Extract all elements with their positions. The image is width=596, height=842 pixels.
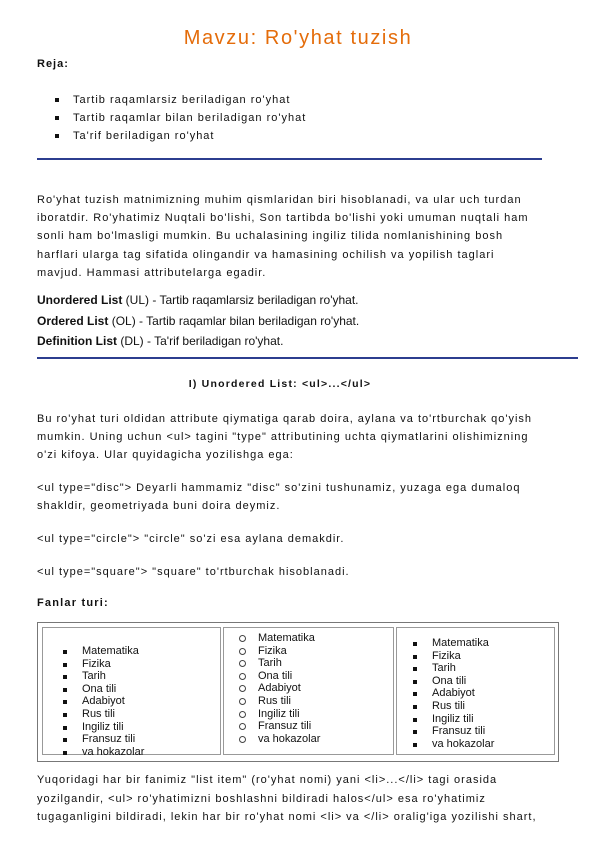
divider bbox=[37, 158, 542, 160]
list-item: Tartib raqamlar bilan beriladigan ro'yhat bbox=[55, 109, 306, 127]
circle-bullet-icon bbox=[239, 723, 246, 730]
list-item: Ingiliz tili bbox=[239, 708, 320, 721]
bullet-icon bbox=[55, 134, 59, 138]
square-bullet-icon bbox=[413, 642, 417, 646]
circle-bullet-icon bbox=[239, 673, 246, 680]
square-bullet-icon bbox=[413, 730, 417, 734]
list-item: Ona tili bbox=[239, 670, 320, 683]
plan-list bbox=[55, 91, 306, 145]
square-bullet-icon bbox=[413, 655, 417, 659]
disc-line: <ul type="disc"> Deyarli hammamiz "disc" so'zini tushunamiz, yuzaga ega dumaloq bbox=[37, 482, 521, 494]
list-item: va hokazolar bbox=[63, 746, 144, 759]
list-item: va hokazolar bbox=[239, 733, 320, 746]
plan-heading: Reja: bbox=[37, 58, 69, 70]
bullet-icon bbox=[55, 116, 59, 120]
circle-bullet-icon bbox=[239, 648, 246, 655]
table-cell bbox=[223, 627, 394, 755]
list-item: Matematika bbox=[413, 637, 494, 650]
list-item: Fizika bbox=[413, 650, 494, 663]
square-list bbox=[63, 645, 144, 758]
square-bullet-icon bbox=[63, 713, 67, 717]
list-item: Ta'rif beriladigan ro'yhat bbox=[55, 127, 306, 145]
square-bullet-icon bbox=[413, 705, 417, 709]
square-list bbox=[413, 637, 494, 750]
subjects-table bbox=[37, 622, 559, 762]
table-cell bbox=[396, 627, 555, 755]
circle-bullet-icon bbox=[239, 736, 246, 743]
ul-intro-line: Bu ro'yhat turi oldidan attribute qiymatiga qarab doira, aylana va to'rtburchak qo'yish bbox=[37, 413, 533, 425]
definition-dl: Definition List (DL) - Ta'rif beriladigan ro'yhat. bbox=[37, 334, 284, 348]
ul-intro-line: o'zi kifoya. Ular quyidagicha yozilishga ega: bbox=[37, 449, 294, 461]
definition-ol: Ordered List (OL) - Tartib raqamlar bilan beriladigan ro'yhat. bbox=[37, 314, 360, 328]
definition-ul: Unordered List (UL) - Tartib raqamlarsiz beriladigan ro'yhat. bbox=[37, 293, 359, 307]
list-item: Tarih bbox=[239, 657, 320, 670]
circle-bullet-icon bbox=[239, 660, 246, 667]
list-item: va hokazolar bbox=[413, 738, 494, 751]
square-bullet-icon bbox=[63, 650, 67, 654]
list-item: Ona tili bbox=[413, 675, 494, 688]
intro-line: Ro'yhat tuzish matnimizning muhim qismlaridan biri hisoblanadi, va ular uch turdan bbox=[37, 194, 522, 206]
list-item: Fransuz tili bbox=[63, 733, 144, 746]
square-bullet-icon bbox=[63, 726, 67, 730]
list-item: Rus tili bbox=[239, 695, 320, 708]
list-item: Fransuz tili bbox=[413, 725, 494, 738]
square-bullet-icon bbox=[413, 743, 417, 747]
square-bullet-icon bbox=[413, 692, 417, 696]
circle-line: <ul type="circle"> "circle" so'zi esa aylana demakdir. bbox=[37, 533, 345, 545]
closing-line: yozilgandir, <ul> ro'yhatimizni boshlashni bildiradi halos</ul> esa ro'yhatimiz bbox=[37, 793, 486, 805]
list-item: Rus tili bbox=[413, 700, 494, 713]
list-item: Adabiyot bbox=[413, 687, 494, 700]
intro-line: mavjud. Hammasi attributelarga egadir. bbox=[37, 267, 267, 279]
list-item: Fransuz tili bbox=[239, 720, 320, 733]
list-item: Tarih bbox=[63, 670, 144, 683]
list-item: Adabiyot bbox=[239, 682, 320, 695]
list-item: Fizika bbox=[63, 658, 144, 671]
list-item: Matematika bbox=[63, 645, 144, 658]
circle-list bbox=[239, 632, 320, 745]
list-item: Ona tili bbox=[63, 683, 144, 696]
page-title: Mavzu: Ro'yhat tuzish bbox=[183, 27, 413, 49]
list-item: Tarih bbox=[413, 662, 494, 675]
intro-line: harflari ularga tag sifatida olingandir va hamasining ochilish va yopilish taglari bbox=[37, 249, 495, 261]
closing-line: Yuqoridagi har bir fanimiz "list item" (ro'yhat nomi) yani <li>...</li> tagi orasida bbox=[37, 774, 498, 786]
section-heading: I) Unordered List: <ul>...</ul> bbox=[188, 378, 372, 390]
square-bullet-icon bbox=[63, 663, 67, 667]
divider bbox=[37, 357, 578, 359]
square-bullet-icon bbox=[63, 675, 67, 679]
square-line: <ul type="square"> "square" to'rtburchak hisoblanadi. bbox=[37, 566, 350, 578]
circle-bullet-icon bbox=[239, 711, 246, 718]
list-item: Fizika bbox=[239, 645, 320, 658]
list-item: Ingiliz tili bbox=[413, 713, 494, 726]
square-bullet-icon bbox=[63, 738, 67, 742]
square-bullet-icon bbox=[63, 700, 67, 704]
list-item: Adabiyot bbox=[63, 695, 144, 708]
ul-intro-line: mumkin. Uning uchun <ul> tagini "type" attributining uchta qiymatlarini olishimizning bbox=[37, 431, 529, 443]
circle-bullet-icon bbox=[239, 635, 246, 642]
circle-bullet-icon bbox=[239, 698, 246, 705]
table-cell bbox=[42, 627, 221, 758]
circle-bullet-icon bbox=[239, 685, 246, 692]
intro-line: iboratdir. Ro'yhatimiz Nuqtali bo'lishi, Son tartibda bo'lishi yoki umuman nuqtali ham bbox=[37, 212, 529, 224]
square-bullet-icon bbox=[413, 667, 417, 671]
list-item: Rus tili bbox=[63, 708, 144, 721]
list-item: Ingiliz tili bbox=[63, 721, 144, 734]
square-bullet-icon bbox=[413, 680, 417, 684]
list-item: Matematika bbox=[239, 632, 320, 645]
closing-line: tugaganligini bildiradi, lekin har bir ro'yhat nomi <li> va </li> oralig'iga yozilishi shart, bbox=[37, 811, 537, 823]
subjects-heading: Fanlar turi: bbox=[37, 597, 109, 609]
square-bullet-icon bbox=[63, 751, 67, 755]
square-bullet-icon bbox=[413, 718, 417, 722]
disc-line: shakldir, geometriyada buni doira deymiz. bbox=[37, 500, 281, 512]
intro-line: sonli ham bo'lmasligi mumkin. Bu uchalasining ingiliz tilida nomlanishining bosh bbox=[37, 230, 504, 242]
bullet-icon bbox=[55, 98, 59, 102]
square-bullet-icon bbox=[63, 688, 67, 692]
list-item: Tartib raqamlarsiz beriladigan ro'yhat bbox=[55, 91, 306, 109]
